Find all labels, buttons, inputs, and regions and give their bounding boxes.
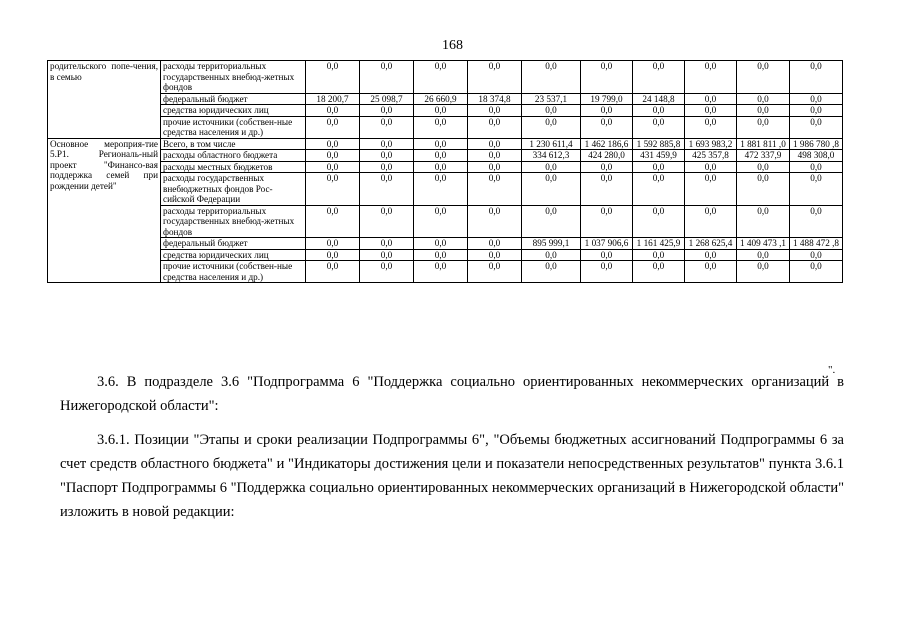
value-cell: 0,0 — [468, 238, 522, 250]
value-cell: 472 337,9 — [737, 150, 790, 162]
value-cell: 0,0 — [581, 173, 633, 206]
value-cell: 0,0 — [522, 61, 581, 94]
value-cell: 0,0 — [633, 205, 685, 238]
funding-source-cell: федеральный бюджет — [161, 93, 306, 105]
value-cell: 0,0 — [790, 61, 843, 94]
value-cell: 0,0 — [414, 261, 468, 283]
measure-name-cell: родительского попе-чения, в семью — [48, 61, 161, 139]
value-cell: 24 148,8 — [633, 93, 685, 105]
value-cell: 0,0 — [414, 61, 468, 94]
closing-quote: ". — [828, 364, 836, 376]
table-row — [48, 205, 843, 238]
value-cell: 18 374,8 — [468, 93, 522, 105]
value-cell: 18 200,7 — [306, 93, 360, 105]
value-cell: 0,0 — [468, 205, 522, 238]
funding-source-cell: федеральный бюджет — [161, 238, 306, 250]
value-cell: 0,0 — [581, 105, 633, 117]
value-cell: 895 999,1 — [522, 238, 581, 250]
value-cell: 0,0 — [414, 205, 468, 238]
table-row — [48, 161, 843, 173]
value-cell: 0,0 — [468, 116, 522, 138]
value-cell: 0,0 — [468, 173, 522, 206]
value-cell: 0,0 — [468, 161, 522, 173]
value-cell: 1 161 425,9 — [633, 238, 685, 250]
value-cell: 0,0 — [468, 61, 522, 94]
value-cell: 1 230 611,4 — [522, 138, 581, 150]
value-cell: 0,0 — [790, 205, 843, 238]
value-cell: 0,0 — [414, 238, 468, 250]
value-cell: 0,0 — [468, 249, 522, 261]
value-cell: 1 693 983,2 — [685, 138, 737, 150]
value-cell: 0,0 — [414, 173, 468, 206]
value-cell: 0,0 — [633, 105, 685, 117]
funding-source-cell: Всего, в том числе — [161, 138, 306, 150]
value-cell: 0,0 — [360, 261, 414, 283]
value-cell: 0,0 — [468, 261, 522, 283]
funding-source-cell: расходы государственных внебюджетных фондов Рос-сийской Федерации — [161, 173, 306, 206]
funding-source-cell: прочие источники (собствен-ные средства населения и др.) — [161, 116, 306, 138]
value-cell: 0,0 — [685, 205, 737, 238]
value-cell: 0,0 — [360, 116, 414, 138]
value-cell: 0,0 — [790, 116, 843, 138]
value-cell: 1 986 780 ,8 — [790, 138, 843, 150]
value-cell: 1 592 885,8 — [633, 138, 685, 150]
value-cell: 0,0 — [685, 249, 737, 261]
table-row — [48, 116, 843, 138]
funding-source-cell: расходы территориальных государственных внебюд-жетных фондов — [161, 61, 306, 94]
value-cell: 0,0 — [414, 105, 468, 117]
value-cell: 0,0 — [633, 61, 685, 94]
funding-source-cell: средства юридических лиц — [161, 249, 306, 261]
value-cell: 0,0 — [581, 116, 633, 138]
funding-source-cell: расходы территориальных государственных внебюд-жетных фондов — [161, 205, 306, 238]
value-cell: 0,0 — [522, 173, 581, 206]
value-cell: 0,0 — [581, 261, 633, 283]
value-cell: 1 268 625,4 — [685, 238, 737, 250]
value-cell: 0,0 — [685, 61, 737, 94]
value-cell: 0,0 — [522, 116, 581, 138]
value-cell: 0,0 — [468, 150, 522, 162]
table-row — [48, 249, 843, 261]
value-cell: 0,0 — [685, 105, 737, 117]
value-cell: 26 660,9 — [414, 93, 468, 105]
paragraph-3-6: 3.6. В подразделе 3.6 "Подпрограмма 6 "Поддержка социально ориентированных некоммерческих организаций в Нижегородской области": — [60, 374, 844, 414]
page-number: 168 — [442, 38, 463, 53]
value-cell: 0,0 — [581, 61, 633, 94]
table-body — [48, 61, 843, 283]
value-cell: 0,0 — [581, 205, 633, 238]
funding-source-cell: расходы местных бюджетов — [161, 161, 306, 173]
value-cell: 0,0 — [306, 116, 360, 138]
value-cell: 0,0 — [306, 261, 360, 283]
value-cell: 0,0 — [581, 249, 633, 261]
value-cell: 0,0 — [633, 161, 685, 173]
value-cell: 0,0 — [790, 93, 843, 105]
value-cell: 0,0 — [685, 93, 737, 105]
value-cell: 0,0 — [360, 138, 414, 150]
value-cell: 0,0 — [360, 205, 414, 238]
value-cell: 25 098,7 — [360, 93, 414, 105]
value-cell: 0,0 — [737, 61, 790, 94]
value-cell: 0,0 — [522, 105, 581, 117]
value-cell: 0,0 — [737, 205, 790, 238]
value-cell: 0,0 — [468, 138, 522, 150]
value-cell: 0,0 — [522, 161, 581, 173]
value-cell: 23 537,1 — [522, 93, 581, 105]
table-row — [48, 238, 843, 250]
value-cell: 0,0 — [306, 138, 360, 150]
value-cell: 0,0 — [414, 161, 468, 173]
value-cell: 0,0 — [633, 261, 685, 283]
value-cell: 0,0 — [633, 173, 685, 206]
value-cell: 0,0 — [685, 116, 737, 138]
value-cell: 0,0 — [414, 249, 468, 261]
value-cell: 0,0 — [306, 249, 360, 261]
value-cell: 0,0 — [360, 161, 414, 173]
value-cell: 1 409 473 ,1 — [737, 238, 790, 250]
table-row — [48, 261, 843, 283]
value-cell: 0,0 — [737, 261, 790, 283]
value-cell: 0,0 — [790, 105, 843, 117]
value-cell: 0,0 — [737, 161, 790, 173]
value-cell: 0,0 — [306, 150, 360, 162]
value-cell: 0,0 — [737, 116, 790, 138]
funding-source-cell: средства юридических лиц — [161, 105, 306, 117]
value-cell: 431 459,9 — [633, 150, 685, 162]
value-cell: 0,0 — [737, 249, 790, 261]
value-cell: 0,0 — [685, 173, 737, 206]
value-cell: 0,0 — [468, 105, 522, 117]
measure-name-cell: Основное мероприя-тие 5.P1. Региональ-ный проект "Финансо-вая поддержка семей при рождении детей" — [48, 138, 161, 283]
table-row — [48, 150, 843, 162]
value-cell: 0,0 — [737, 105, 790, 117]
value-cell: 0,0 — [306, 238, 360, 250]
table-row — [48, 138, 843, 150]
value-cell: 0,0 — [306, 173, 360, 206]
value-cell: 0,0 — [522, 249, 581, 261]
value-cell: 0,0 — [790, 161, 843, 173]
value-cell: 19 799,0 — [581, 93, 633, 105]
value-cell: 0,0 — [360, 61, 414, 94]
value-cell: 0,0 — [306, 205, 360, 238]
value-cell: 0,0 — [633, 249, 685, 261]
value-cell: 1 037 906,6 — [581, 238, 633, 250]
value-cell: 0,0 — [360, 173, 414, 206]
value-cell: 0,0 — [306, 61, 360, 94]
value-cell: 424 280,0 — [581, 150, 633, 162]
value-cell: 0,0 — [360, 150, 414, 162]
table-row — [48, 173, 843, 206]
value-cell: 1 488 472 ,8 — [790, 238, 843, 250]
value-cell: 0,0 — [360, 238, 414, 250]
funding-source-cell: расходы областного бюджета — [161, 150, 306, 162]
value-cell: 0,0 — [685, 261, 737, 283]
value-cell: 1 881 811 ,0 — [737, 138, 790, 150]
value-cell: 0,0 — [790, 261, 843, 283]
value-cell: 0,0 — [522, 261, 581, 283]
value-cell: 0,0 — [737, 173, 790, 206]
value-cell: 425 357,8 — [685, 150, 737, 162]
value-cell: 0,0 — [360, 249, 414, 261]
value-cell: 0,0 — [790, 249, 843, 261]
value-cell: 334 612,3 — [522, 150, 581, 162]
value-cell: 0,0 — [306, 161, 360, 173]
value-cell: 0,0 — [633, 116, 685, 138]
value-cell: 0,0 — [414, 116, 468, 138]
paragraph-3-6-1: 3.6.1. Позиции "Этапы и сроки реализации Подпрограммы 6", "Объемы бюджетных ассигнований Подпрограммы 6 за счет средств областного бюджета" и "Индикаторы достижения цели и показатели непосредственных результатов" пункта 3.6.1 "Паспорт Подпрограммы 6 "Поддержка социально ориентированных некоммерческих организаций в Нижегородской области" изложить в новой редакции: — [60, 432, 844, 520]
budget-table — [47, 60, 843, 283]
funding-source-cell: прочие источники (собствен-ные средства населения и др.) — [161, 261, 306, 283]
value-cell: 0,0 — [522, 205, 581, 238]
value-cell: 0,0 — [414, 150, 468, 162]
value-cell: 0,0 — [360, 105, 414, 117]
value-cell: 0,0 — [414, 138, 468, 150]
value-cell: 1 462 186,6 — [581, 138, 633, 150]
value-cell: 0,0 — [581, 161, 633, 173]
table-row — [48, 61, 843, 94]
table-row — [48, 105, 843, 117]
value-cell: 0,0 — [790, 173, 843, 206]
table-row — [48, 93, 843, 105]
value-cell: 0,0 — [737, 93, 790, 105]
value-cell: 0,0 — [306, 105, 360, 117]
value-cell: 498 308,0 — [790, 150, 843, 162]
value-cell: 0,0 — [685, 161, 737, 173]
